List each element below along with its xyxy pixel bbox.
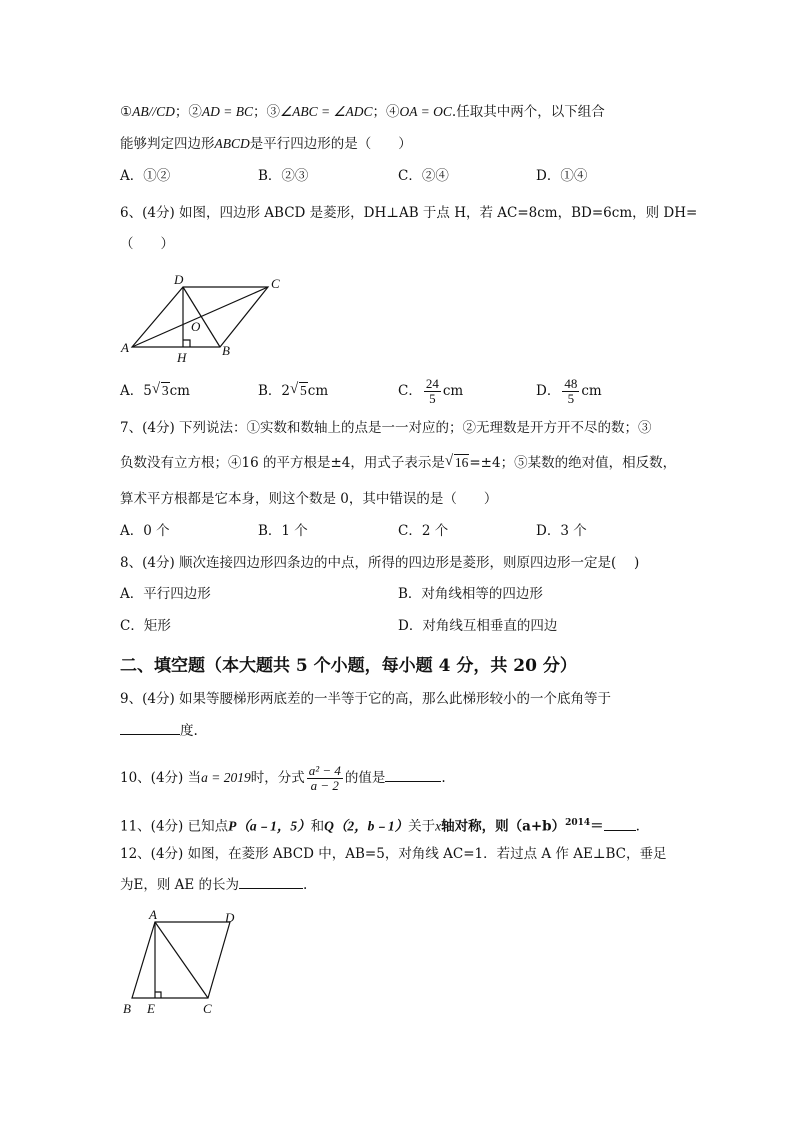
- fraction: $\frac{48}{5}$: [564, 376, 578, 406]
- q5-choice-b: B．②③: [258, 168, 309, 184]
- q12-line2: 为E，则 AE 的长为 .: [120, 874, 307, 895]
- q8-line1: 8、(4分) 顺次连接四边形四条边的中点，所得的四边形是菱形，则原四边形一定是( ): [120, 555, 640, 571]
- q8-choice-d: D．对角线互相垂直的四边: [398, 618, 558, 634]
- q8-choice-c: C．矩形: [120, 618, 171, 634]
- sqrt-symbol: √ 3: [151, 381, 169, 398]
- q7-choice-c: C．2 个: [398, 523, 449, 539]
- label-c: C: [271, 276, 280, 291]
- q6-choice-c: C． $\frac{24}{5}$ cm: [398, 376, 464, 406]
- q6-line1: 6、(4分) 如图，四边形 ABCD 是菱形，DH⊥AB 于点 H，若 AC=8cm，BD=6cm，则 DH=: [120, 205, 698, 221]
- rhombus-figure-q12: [118, 905, 248, 1020]
- rhombus-figure-q6: [118, 270, 293, 370]
- label-a: A: [149, 907, 157, 922]
- q5-line2: 能够判定四边形ABCD是平行四边形的是（ ）: [120, 136, 412, 152]
- label-b: B: [123, 1001, 131, 1016]
- q8-choice-a: A．平行四边形: [120, 586, 211, 602]
- q7-choice-b: B．1 个: [258, 523, 308, 539]
- section-heading: 二、填空题（本大题共 5 个小题，每小题 4 分，共 20 分）: [120, 656, 577, 676]
- condition-3: ∠ABC = ∠ADC: [279, 104, 373, 119]
- label-h: H: [177, 350, 187, 365]
- q6-choice-b: B．2 √ 5cm: [258, 381, 329, 399]
- q11-line: 11、(4分) 已知点P（a﹣1，5）和Q（2，b﹣1）关于x轴对称，则$(a+b)^{2014}=$ .: [120, 813, 640, 837]
- label-a: A: [121, 340, 129, 355]
- q7-line1: 7、(4分) 下列说法：①实数和数轴上的点是一一对应的；②无理数是开方开不尽的数；③: [120, 420, 652, 436]
- label-b: B: [222, 343, 230, 358]
- label-o: O: [191, 319, 201, 334]
- condition-1: AB//CD: [132, 104, 175, 119]
- label-c: C: [203, 1001, 212, 1016]
- q5-choice-a: A．①②: [120, 168, 171, 184]
- answer-blank[interactable]: [120, 720, 180, 735]
- q8-choice-b: B．对角线相等的四边形: [398, 586, 543, 602]
- condition-4: OA = OC: [399, 104, 452, 119]
- q7-line3: 算术平方根都是它本身，则这个数是 0，其中错误的是（ ）: [120, 491, 498, 507]
- q6-choice-d: D． $\frac{48}{5}$ cm: [536, 376, 602, 406]
- q6-line2: （ ）: [120, 236, 174, 252]
- label-d: D: [174, 272, 184, 287]
- sqrt-symbol: √ 16: [444, 453, 469, 470]
- q5-line1: ①AB//CD；②AD = BC；③∠ABC = ∠ADC；④OA = OC.任取其中两个，以下组合: [120, 104, 605, 120]
- answer-blank[interactable]: [385, 767, 441, 782]
- q6-choice-a: A．5 √ 3cm: [120, 381, 190, 399]
- answer-blank[interactable]: [604, 816, 636, 831]
- q7-line2: 负数没有立方根；④16 的平方根是±4，用式子表示是 √ 16=±4；⑤某数的绝对值，相反数，: [120, 453, 677, 471]
- answer-blank[interactable]: [239, 874, 303, 889]
- q7-choice-a: A．0 个: [120, 523, 170, 539]
- q9-line2: 度.: [120, 720, 198, 741]
- label-e: E: [147, 1001, 155, 1016]
- q5-choice-c: C．②④: [398, 168, 449, 184]
- sqrt-symbol: √ 5: [290, 381, 307, 398]
- q7-choice-d: D．3 个: [536, 523, 587, 539]
- fraction: $\frac{24}{5}$: [425, 376, 439, 406]
- fraction: $\frac{\text{a² − 4}}{a - 2}$: [308, 763, 341, 793]
- q9-line1: 9、(4分) 如果等腰梯形两底差的一半等于它的高，那么此梯形较小的一个底角等于: [120, 691, 612, 707]
- q12-line1: 12、(4分) 如图，在菱形 ABCD 中，AB=5，对角线 AC=1．若过点 A 作 AE⊥BC，垂足: [120, 846, 667, 862]
- q10-line: 10、(4分) 当a = 2019时，分式 $\frac{\text{a² − 4}}{a - 2}$ 的值是 .: [120, 763, 446, 793]
- label-d: D: [225, 910, 235, 925]
- condition-2: AD = BC: [201, 104, 253, 119]
- q5-choice-d: D．①④: [536, 168, 588, 184]
